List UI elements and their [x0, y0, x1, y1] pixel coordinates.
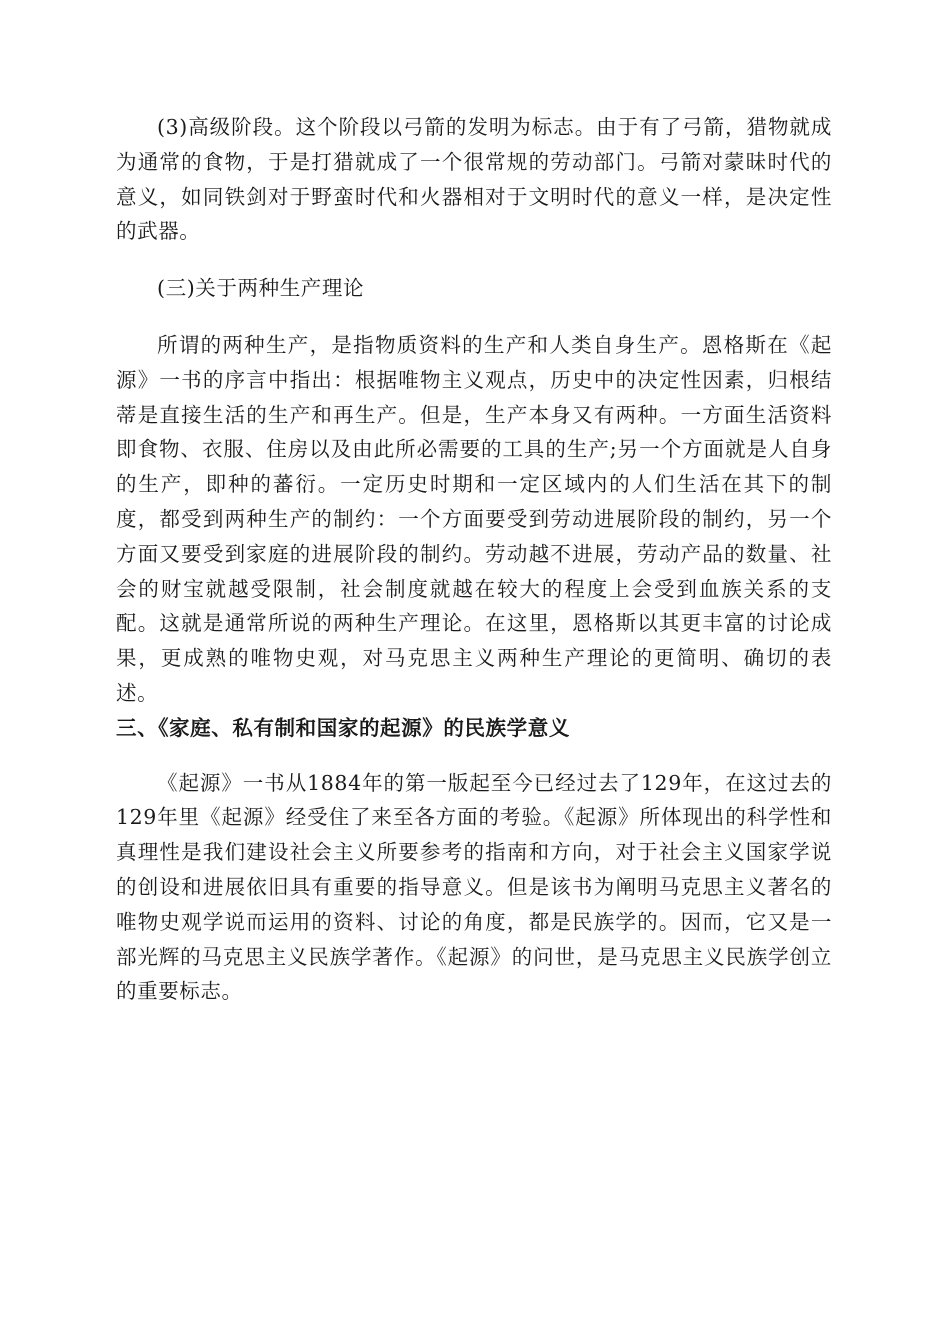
paragraph-two-productions: 所谓的两种生产，是指物质资料的生产和人类自身生产。恩格斯在《起源》一书的序言中指出：根据唯物主义观点，历史中的决定性因素，归根结蒂是直接生活的生产和再生产。但是，生产本身又有两种。一方面生活资料即食物、衣服、住房以及由此所必需要的工具的生产;另一个方面就是人自身的生产，即种的蕃衍。一定历史时期和一定区域内的人们生活在其下的制度，都受到两种生产的制约：一个方面要受到劳动进展阶段的制约，另一个方面又要受到家庭的进展阶段的制约。劳动越不进展，劳动产品的数量、社会的财宝就越受限制，社会制度就越在较大的程度上会受到血族关系的支配。这就是通常所说的两种生产理论。在这里，恩格斯以其更丰富的讨论成果，更成熟的唯物史观，对马克思主义两种生产理论的更简明、确切的表述。 [116, 332, 832, 705]
document-page [116, 110, 832, 1009]
paragraph-upper-stage: (3)高级阶段。这个阶段以弓箭的发明为标志。由于有了弓箭，猎物就成为通常的食物，于是打猎就成了一个很常规的劳动部门。弓箭对蒙昧时代的意义，如同铁剑对于野蛮时代和火器相对于文明时代的意义一样，是决定性的武器。 [116, 115, 832, 244]
section-heading: 三、《家庭、私有制和国家的起源》的民族学意义 [116, 715, 570, 740]
paragraph-ethnology-significance: 《起源》一书从1884年的第一版起至今已经过去了129年，在这过去的129年里《起源》经受住了来至各方面的考验。《起源》所体现出的科学性和真理性是我们建设社会主义所要参考的指南和方向，对于社会主义国家学说的创设和进展依旧具有重要的指导意义。但是该书为阐明马克思主义著名的唯物史观学说而运用的资料、讨论的角度，都是民族学的。因而，它又是一部光辉的马克思主义民族学著作。《起源》的问世，是马克思主义民族学创立的重要标志。 [116, 770, 832, 1004]
subheading-two-productions: (三)关于两种生产理论 [157, 276, 365, 301]
